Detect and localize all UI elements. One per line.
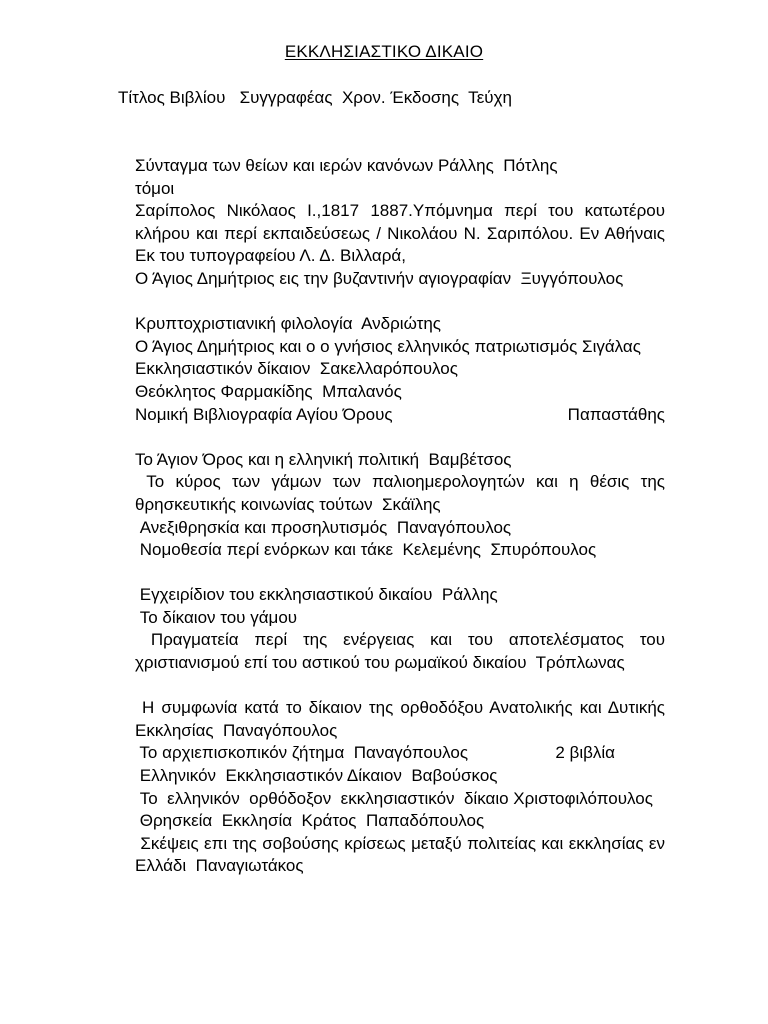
entry-text: Σκέψεις επι της σοβούσης κρίσεως μεταξύ πολιτείας και εκκλησίας εν Ελλάδι Παναγιωτάκος xyxy=(135,833,670,876)
entry-text: Ο Άγιος Δημήτριος και ο ο γνήσιος ελληνικός πατριωτισμός Σιγάλας xyxy=(135,336,641,356)
paragraph-gap xyxy=(135,562,665,585)
entry-text: Ανεξιθρησκία και προσηλυτισμός Παναγόπουλος xyxy=(135,517,512,537)
entry-text: Νομοθεσία περί ενόρκων και τάκε Κελεμένης Σπυρόπουλος xyxy=(135,540,597,560)
document-title xyxy=(0,42,768,62)
entry-text: Εκκλησιαστικόν δίκαιον Σακελλαρόπουλος xyxy=(135,359,458,379)
entry-text: τόμοι xyxy=(135,178,175,198)
entry-text: Σαρίπολος Νικόλαος Ι.,1817 1887.Υπόμνημα περί του κατωτέρου κλήρου και περί εκπαιδεύσεως / Νικολάου Ν. Σαριπόλου. Εν Αθήναις Εκ του τυπογραφείου Λ. Δ. Βιλλαρά, xyxy=(135,201,675,266)
entry-text: Το κύρος των γάμων των παλιοημερολογητών και η θέσις της θρησκευτικής κοινωνίας τούτων Σκάϊλης xyxy=(135,472,670,514)
entry-text: Πραγματεία περί της ενέργειας και του αποτελέσματος του χριστιανισμού επί του αστικού του ρωμαϊκού δικαίου Τρόπλωνας xyxy=(135,630,670,673)
entry-text: Θρησκεία Εκκλησία Κράτος Παπαδόπουλος xyxy=(135,811,485,831)
entry-text: Κρυπτοχριστιανική φιλολογία Ανδριώτης xyxy=(135,314,441,334)
entry-text: Ο Άγιος Δημήτριος εις την βυζαντινήν αγιογραφίαν Ξυγγόπουλος xyxy=(135,268,624,288)
entry-text: Εγχειρίδιον του εκκλησιαστικού δικαίου Ράλλης xyxy=(135,585,498,605)
document-title-text: ΕΚΚΛΗΣΙΑΣΤΙΚΟ ΔΙΚΑΙΟ xyxy=(284,42,484,61)
entry-text: Το αρχιεπισκοπικόν ζήτημα Παναγόπουλος xyxy=(135,743,469,763)
paragraph-gap xyxy=(135,675,665,698)
paragraph-gap xyxy=(135,426,665,449)
entry-text: Νομική Βιβλιογραφία Αγίου Όρους xyxy=(135,404,393,424)
entry-text: Σύνταγμα των θείων και ιερών κανόνων Ράλλης Πότλης xyxy=(135,156,558,175)
paragraph-gap xyxy=(135,291,665,314)
entry-author: Παπαστάθης xyxy=(567,404,665,424)
entry-text: Θεόκλητος Φαρμακίδης Μπαλανός xyxy=(135,381,402,401)
entry-text: Ελληνικόν Εκκλησιαστικόν Δίκαιον Βαβούσκος xyxy=(135,766,498,786)
entry-text: Το ελληνικόν ορθόδοξον εκκλησιαστικόν δίκαιο Χριστοφιλόπουλος xyxy=(135,788,653,808)
entry-text: Το Άγιον Όρος και η ελληνική πολιτική Βαμβέτσος xyxy=(135,449,512,469)
entry-row xyxy=(135,404,665,427)
entry-note: 2 βιβλία xyxy=(555,743,615,763)
entry-text: Η συμφωνία κατά το δίκαιον της ορθοδόξου Ανατολικής και Δυτικής Εκκλησίας Παναγόπουλος xyxy=(135,698,670,740)
entry-text: Το δίκαιον του γάμου xyxy=(135,607,298,627)
column-header-line: Τίτλος Βιβλίου Συγγραφέας Χρον. Έκδοσης Τεύχη xyxy=(118,88,512,107)
document-body xyxy=(135,155,675,878)
entry-row xyxy=(135,742,665,765)
